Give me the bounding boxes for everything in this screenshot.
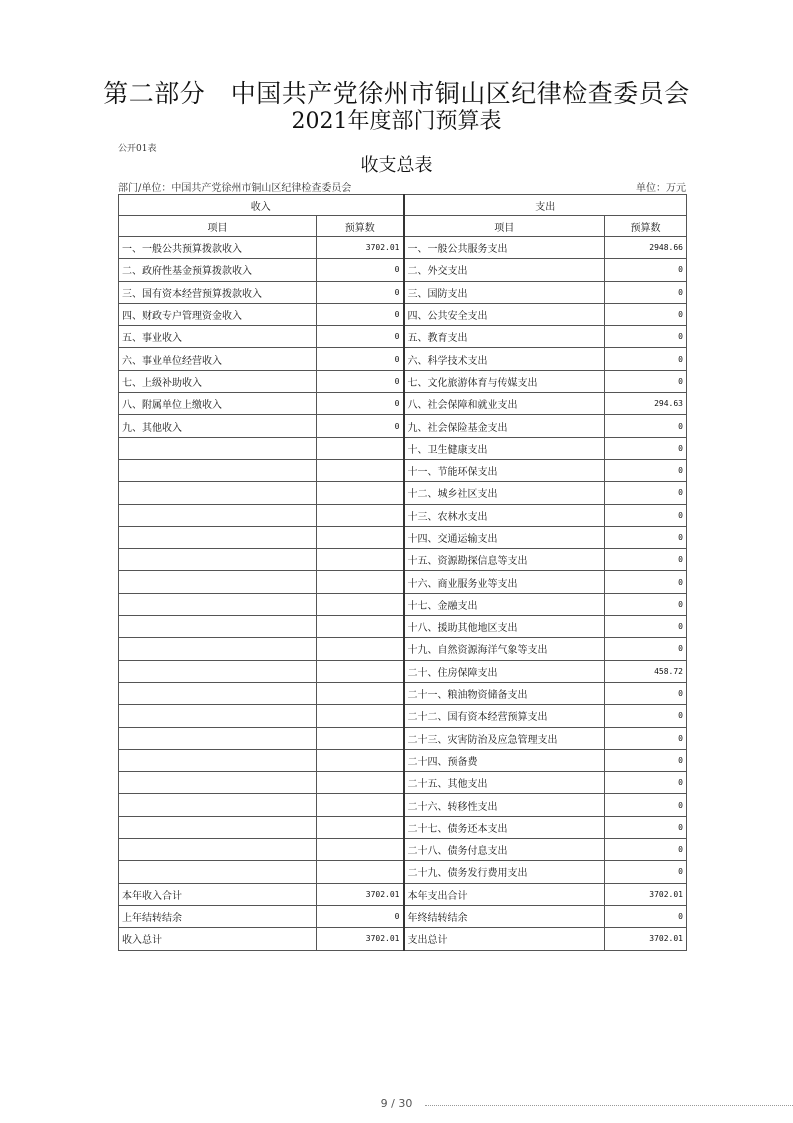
income-item-cell [119,816,317,838]
income-amount-cell [317,682,404,704]
expense-amount-cell: 0 [605,549,687,571]
expense-item-cell: 十九、自然资源海洋气象等支出 [404,638,605,660]
expense-amount-cell: 0 [605,437,687,459]
income-amount-cell [317,504,404,526]
document-title-line1: 第二部分 中国共产党徐州市铜山区纪律检查委员会 [103,79,690,108]
expense-amount-cell: 0 [605,727,687,749]
income-item-cell: 五、事业收入 [119,326,317,348]
table-row [119,861,687,883]
expense-item-cell: 九、社会保险基金支出 [404,415,605,437]
table-row [119,281,687,303]
table-row [119,482,687,504]
expense-item-cell: 六、科学技术支出 [404,348,605,370]
income-amount-cell: 0 [317,303,404,325]
table-group-header-row [119,195,687,216]
expense-item-cell: 十四、交通运输支出 [404,526,605,548]
table-row [119,571,687,593]
expense-amount-cell: 3702.01 [605,883,687,905]
table-row [119,504,687,526]
income-amount-cell: 0 [317,393,404,415]
income-item-cell [119,482,317,504]
income-item-cell: 上年结转结余 [119,905,317,927]
expense-item-cell: 本年支出合计 [404,883,605,905]
page-indicator: 9 / 30 [380,1097,413,1110]
income-item-cell [119,794,317,816]
income-amount-cell [317,660,404,682]
income-item-cell [119,660,317,682]
income-item-cell [119,616,317,638]
expense-amount-cell: 0 [605,749,687,771]
income-amount-cell: 3702.01 [317,883,404,905]
income-item-cell [119,705,317,727]
expense-amount-cell: 0 [605,482,687,504]
expense-item-cell: 一、一般公共服务支出 [404,237,605,259]
table-row [119,326,687,348]
table-row [119,303,687,325]
table-row [119,816,687,838]
expense-amount-cell: 0 [605,905,687,927]
table-row [119,549,687,571]
expense-item-cell: 二十五、其他支出 [404,772,605,794]
expense-amount-cell: 0 [605,504,687,526]
income-item-cell: 一、一般公共预算拨款收入 [119,237,317,259]
expense-amount-cell: 2948.66 [605,237,687,259]
income-item-cell [119,638,317,660]
expense-amount-cell: 0 [605,571,687,593]
table-row [119,415,687,437]
income-item-cell: 九、其他收入 [119,415,317,437]
income-amount-cell [317,437,404,459]
expense-item-cell: 二十一、粮油物资储备支出 [404,682,605,704]
table-row [119,259,687,281]
table-row [119,705,687,727]
expense-amount-cell: 0 [605,638,687,660]
income-amount-cell [317,638,404,660]
expense-amount-cell: 0 [605,839,687,861]
income-item-cell: 八、附属单位上缴收入 [119,393,317,415]
income-item-cell [119,593,317,615]
document-title-line2: 2021年度部门预算表 [291,109,502,134]
table-row [119,638,687,660]
income-amount-cell [317,705,404,727]
table-row [119,928,687,950]
income-item-cell [119,526,317,548]
expense-amount-cell: 3702.01 [605,928,687,950]
expense-amount-cell: 0 [605,526,687,548]
expense-item-cell: 二十三、灾害防治及应急管理支出 [404,727,605,749]
table-row [119,883,687,905]
expense-item-cell: 二十四、预备费 [404,749,605,771]
expense-item-cell: 八、社会保障和就业支出 [404,393,605,415]
expense-amount-cell: 0 [605,616,687,638]
table-column-header-row [119,216,687,237]
income-item-cell [119,749,317,771]
expense-item-cell: 二十、住房保障支出 [404,660,605,682]
table-row [119,660,687,682]
income-amount-cell: 3702.01 [317,928,404,950]
expense-item-cell: 七、文化旅游体育与传媒支出 [404,370,605,392]
expense-amount-cell: 0 [605,593,687,615]
income-amount-cell [317,526,404,548]
table-row [119,348,687,370]
expense-amount-cell: 0 [605,459,687,481]
expense-amount-cell: 0 [605,303,687,325]
expense-item-cell: 十二、城乡社区支出 [404,482,605,504]
income-amount-cell: 0 [317,281,404,303]
expense-item-header: 项目 [404,216,605,237]
income-item-header: 项目 [119,216,317,237]
expense-amount-cell: 0 [605,772,687,794]
table-row [119,772,687,794]
table-row [119,237,687,259]
table-row [119,839,687,861]
income-item-cell [119,772,317,794]
expense-item-cell: 二十二、国有资本经营预算支出 [404,705,605,727]
income-item-cell [119,839,317,861]
expense-amount-cell: 458.72 [605,660,687,682]
income-amount-cell [317,616,404,638]
expense-amount-cell: 0 [605,281,687,303]
income-amount-cell [317,482,404,504]
income-amount-cell [317,772,404,794]
income-item-cell: 七、上级补助收入 [119,370,317,392]
income-amount-cell: 0 [317,326,404,348]
expense-amount-cell: 0 [605,682,687,704]
expense-item-cell: 四、公共安全支出 [404,303,605,325]
income-amount-cell [317,749,404,771]
income-amount-cell: 0 [317,348,404,370]
income-amount-cell [317,593,404,615]
income-item-cell: 三、国有资本经营预算拨款收入 [119,281,317,303]
table-row [119,393,687,415]
income-amount-cell [317,816,404,838]
expense-amount-cell: 0 [605,348,687,370]
expense-item-cell: 十六、商业服务业等支出 [404,571,605,593]
expense-amount-cell: 0 [605,705,687,727]
budget-summary-table [118,194,687,951]
table-row [119,727,687,749]
income-item-cell [119,682,317,704]
expense-amount-cell: 0 [605,794,687,816]
table-title: 收支总表 [360,155,433,176]
table-row [119,370,687,392]
expense-amount-cell: 0 [605,816,687,838]
income-amount-cell [317,459,404,481]
table-row [119,682,687,704]
income-group-header: 收入 [119,195,404,216]
income-amount-cell: 3702.01 [317,237,404,259]
income-item-cell [119,504,317,526]
income-amount-cell [317,861,404,883]
expense-amount-cell: 0 [605,370,687,392]
expense-item-cell: 二十八、债务付息支出 [404,839,605,861]
table-row [119,749,687,771]
table-row [119,526,687,548]
income-amount-cell [317,794,404,816]
income-amount-cell: 0 [317,415,404,437]
income-item-cell: 四、财政专户管理资金收入 [119,303,317,325]
expense-amount-cell: 294.63 [605,393,687,415]
expense-item-cell: 十三、农林水支出 [404,504,605,526]
income-amount-cell: 0 [317,370,404,392]
expense-amount-cell: 0 [605,326,687,348]
expense-amount-cell: 0 [605,861,687,883]
income-item-cell: 收入总计 [119,928,317,950]
income-amount-cell: 0 [317,905,404,927]
expense-amount-cell: 0 [605,415,687,437]
income-item-cell [119,571,317,593]
income-item-cell: 二、政府性基金预算拨款收入 [119,259,317,281]
expense-item-cell: 十五、资源勘探信息等支出 [404,549,605,571]
expense-item-cell: 五、教育支出 [404,326,605,348]
expense-item-cell: 十八、援助其他地区支出 [404,616,605,638]
department-label: 部门/单位：中国共产党徐州市铜山区纪律检查委员会 [118,183,352,194]
income-item-cell: 六、事业单位经营收入 [119,348,317,370]
table-row [119,616,687,638]
table-row [119,794,687,816]
income-item-cell [119,861,317,883]
income-amount-header: 预算数 [317,216,404,237]
expense-item-cell: 十七、金融支出 [404,593,605,615]
expense-item-cell: 三、国防支出 [404,281,605,303]
expense-amount-header: 预算数 [605,216,687,237]
income-amount-cell [317,727,404,749]
income-item-cell: 本年收入合计 [119,883,317,905]
income-item-cell [119,459,317,481]
table-row [119,459,687,481]
expense-item-cell: 二十九、债务发行费用支出 [404,861,605,883]
income-amount-cell: 0 [317,259,404,281]
income-item-cell [119,727,317,749]
expense-item-cell: 年终结转结余 [404,905,605,927]
form-code: 公开01表 [118,144,157,154]
table-row [119,905,687,927]
income-item-cell [119,549,317,571]
income-amount-cell [317,571,404,593]
income-item-cell [119,437,317,459]
expense-amount-cell: 0 [605,259,687,281]
income-amount-cell [317,549,404,571]
expense-item-cell: 十、卫生健康支出 [404,437,605,459]
expense-item-cell: 二十七、债务还本支出 [404,816,605,838]
expense-group-header: 支出 [404,195,687,216]
table-row [119,437,687,459]
expense-item-cell: 十一、节能环保支出 [404,459,605,481]
unit-label: 单位：万元 [636,183,686,194]
expense-item-cell: 二、外交支出 [404,259,605,281]
income-amount-cell [317,839,404,861]
expense-item-cell: 支出总计 [404,928,605,950]
expense-item-cell: 二十六、转移性支出 [404,794,605,816]
table-row [119,593,687,615]
